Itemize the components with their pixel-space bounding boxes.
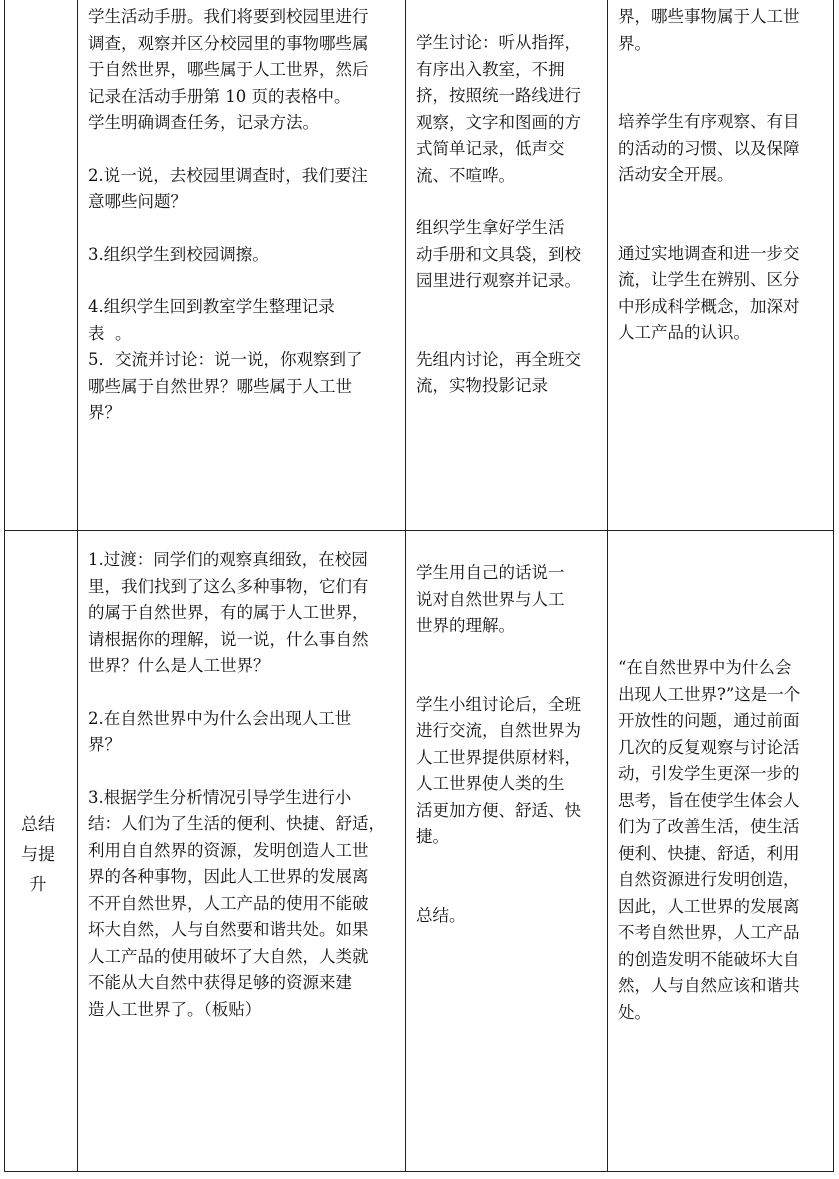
cell-text-line: 学生明确调查任务，记录方法。: [88, 113, 319, 132]
cell-text-line: 利用自自然界的资源，发明创造人工世: [88, 840, 369, 860]
cell-text-line: 们为了改善生活，使生活: [618, 817, 800, 836]
cell-text-line: 人工产品的认识。: [618, 323, 750, 342]
cell-text-line: 界。: [618, 33, 651, 53]
cell-text-line: 3.根据学生分析情况引导学生进行小: [88, 787, 352, 807]
cell-text-line: 世界的理解。: [416, 616, 515, 635]
cell-text-line: 进行交流，自然世界为: [416, 721, 581, 740]
cell-text-line: 活更加方便、舒适、快: [416, 800, 581, 820]
cell-text-line: [88, 268, 400, 294]
cell-text-line: 人工世界提供原材料，: [416, 747, 581, 767]
cell-text-line: 于自然世界，哪些属于人工世界，然后: [88, 60, 369, 79]
cell-text-line: 园里进行观察并记录。: [416, 271, 581, 290]
cell-text-line: 界的各种事物，因此人工世界的发展离: [88, 867, 369, 886]
cell-text-line: 学生活动手册。我们将要到校园里进行: [88, 7, 369, 26]
cell-text-line: [416, 295, 604, 321]
cell-text-line: 造人工世界了。（板贴）: [88, 999, 262, 1019]
cell-text-line: 2.在自然世界中为什么会出现人工世: [88, 708, 352, 728]
cell-text-line: 活动安全开展。: [618, 165, 734, 184]
cell-text-line: 便利、快捷、舒适，利用: [618, 843, 800, 863]
cell-text-line: [618, 83, 830, 109]
table-border-left: [4, 0, 5, 1172]
cell-text-line: 结：人们为了生活的便利、快捷、舒适，: [88, 814, 385, 833]
cell-text-line: 流，让学生在辨别、区分: [618, 270, 800, 289]
cell-text-line: 学生小组讨论后，全班: [416, 694, 581, 714]
cell-text-line: 有序出入教室，不拥: [416, 59, 565, 79]
cell-text-line: [416, 666, 604, 692]
cell-text-line: 学生讨论：听从指挥，: [416, 33, 581, 52]
cell-text-line: 表 。: [88, 323, 132, 343]
cell-text-line: 流、不喧哗。: [416, 165, 515, 185]
cell-text-line: 动手册和文具袋，到校: [416, 244, 581, 264]
cell-text-line: 里，我们找到了这么多种事物，它们有: [88, 576, 369, 596]
row2-stage-label-line-3: 升: [29, 875, 47, 895]
cell-text-line: 4.组织学生回到教室学生整理记录: [88, 297, 335, 316]
cell-text-line: [618, 189, 830, 215]
cell-text-line: [88, 137, 400, 163]
cell-text-line: 不考自然世界，人工产品: [618, 923, 800, 942]
cell-text-line: [88, 680, 400, 706]
cell-text-line: [88, 759, 400, 785]
row2-design-intent: [618, 655, 830, 1026]
cell-text-line: 观察，文字和图画的方: [416, 112, 581, 132]
cell-text-line: 的属于自然世界，有的属于人工世界，: [88, 603, 369, 622]
cell-text-line: 5．交流并讨论：说一说，你观察到了: [88, 350, 363, 369]
table-divider-3: [607, 0, 608, 1172]
cell-text-line: [416, 640, 604, 666]
cell-text-line: 说对自然世界与人工: [416, 589, 565, 609]
cell-text-line: 动，引发学生更深一步的: [618, 764, 800, 783]
row1-student-activity: [416, 30, 604, 400]
cell-text-line: 处。: [618, 1002, 651, 1022]
row2-teacher-activity: [88, 547, 400, 1023]
cell-text-line: “在自然世界中为什么会: [618, 658, 792, 677]
cell-text-line: 因此，人工世界的发展离: [618, 896, 800, 916]
cell-text-line: 不能从大自然中获得足够的资源来建: [88, 973, 352, 992]
cell-text-line: 总结。: [416, 905, 466, 925]
cell-text-line: 组织学生拿好学生活: [416, 218, 565, 237]
row-divider: [4, 530, 834, 531]
cell-text-line: 的创造发明不能破坏大自: [618, 949, 800, 969]
cell-text-line: [618, 57, 830, 83]
row2-stage-label-line-2: 与提: [21, 845, 55, 865]
cell-text-line: 通过实地调查和进一步交: [618, 243, 800, 263]
row2-stage-label-line-1: 总结: [21, 815, 55, 835]
cell-text-line: 捷。: [416, 827, 449, 846]
cell-text-line: 几次的反复观察与讨论活: [618, 737, 800, 757]
cell-text-line: 2.说一说，去校园里调查时，我们要注: [88, 165, 368, 185]
row1-design-intent: [618, 4, 830, 347]
cell-text-line: [416, 877, 604, 903]
cell-text-line: 然，人与自然应该和谐共: [618, 976, 800, 995]
cell-text-line: 人工世界使人类的生: [416, 774, 565, 793]
cell-text-line: [618, 215, 830, 241]
cell-text-line: 不开自然世界，人工产品的使用不能破: [88, 893, 369, 913]
cell-text-line: 挤，按照统一路线进行: [416, 86, 581, 105]
cell-text-line: 的活动的习惯、以及保障: [618, 138, 800, 158]
cell-text-line: 流，实物投影记录: [416, 376, 548, 395]
cell-text-line: 界？: [88, 403, 121, 422]
cell-text-line: 自然资源进行发明创造，: [618, 870, 800, 889]
cell-text-line: 请根据你的理解，说一说，什么事自然: [88, 629, 369, 649]
cell-text-line: 记录在活动手册第 10 页的表格中。: [88, 86, 351, 106]
cell-text-line: [416, 321, 604, 347]
cell-text-line: 培养学生有序观察、有目: [618, 112, 800, 131]
cell-text-line: 界？: [88, 735, 121, 754]
table-divider-2: [405, 0, 406, 1172]
table-border-right: [833, 0, 834, 1172]
cell-text-line: 界，哪些事物属于人工世: [618, 7, 800, 26]
cell-text-line: 人工产品的使用破坏了大自然，人类就: [88, 946, 369, 966]
cell-text-line: 1.过渡：同学们的观察真细致，在校园: [88, 550, 368, 569]
cell-text-line: 世界？什么是人工世界？: [88, 656, 270, 675]
cell-text-line: 思考，旨在使学生体会人: [618, 790, 800, 810]
cell-text-line: 哪些属于自然世界？哪些属于人工世: [88, 376, 352, 396]
cell-text-line: [88, 216, 400, 242]
cell-text-line: 中形成科学概念，加深对: [618, 296, 800, 316]
table-divider-1: [77, 0, 78, 1172]
cell-text-line: 意哪些问题？: [88, 192, 187, 211]
table-border-bottom: [4, 1171, 834, 1172]
cell-text-line: [416, 851, 604, 877]
cell-text-line: 开放性的问题，通过前面: [618, 711, 800, 730]
cell-text-line: [416, 189, 604, 215]
cell-text-line: 出现人工世界?”这是一个: [618, 684, 801, 704]
row2-student-activity: [416, 560, 604, 929]
cell-text-line: 3.组织学生到校园调擦。: [88, 244, 269, 264]
cell-text-line: 学生用自己的话说一: [416, 563, 565, 582]
row2-stage-label: [8, 810, 68, 900]
cell-text-line: 先组内讨论，再全班交: [416, 349, 581, 369]
cell-text-line: 调查，观察并区分校园里的事物哪些属: [88, 33, 369, 53]
cell-text-line: 坏大自然，人与自然要和谐共处。如果: [88, 920, 369, 939]
cell-text-line: 式简单记录，低声交: [416, 139, 565, 158]
row1-teacher-activity: [88, 4, 400, 427]
